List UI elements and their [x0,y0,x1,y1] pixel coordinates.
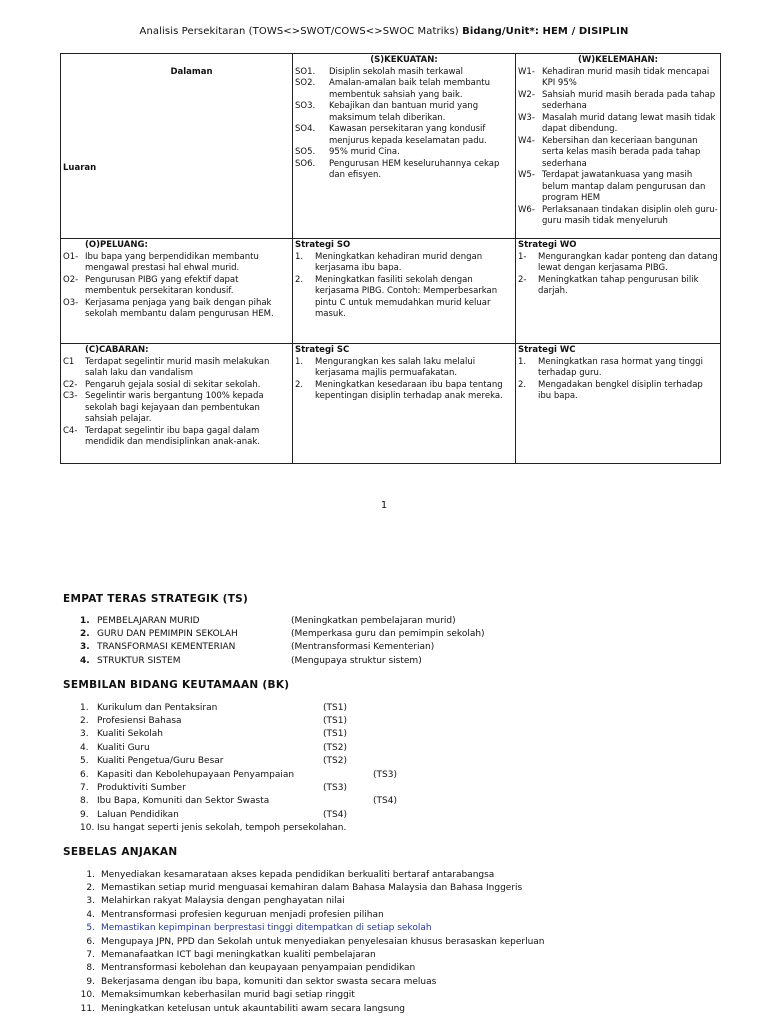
bidang-number: 6. [80,769,89,780]
anjakan-number: 8. [86,963,95,974]
cabaran-list [63,357,290,449]
anjakan-list [75,868,545,1015]
strategi-wo-item-code: 1- [518,251,527,262]
bidang-label: Ibu Bapa, Komuniti dan Sektor Swasta [97,796,270,807]
page-number: 1 [380,500,388,511]
peluang-title: (O)PELUANG: [85,240,148,250]
anjakan-item [75,1002,545,1015]
bidang-number: 4. [80,742,89,753]
strategi-sc-item [295,380,513,403]
anjakan-text: Mengupaya JPN, PPD dan Sekolah untuk menyediakan penyelesaian khusus berasaskan keperluan [101,936,545,947]
kekuatan-item [295,101,513,124]
teras-item [80,614,485,627]
kekuatan-item [295,67,513,79]
kelemahan-item [518,205,718,228]
cabaran-item-text: Terdapat segelintir murid masih melakukan salah laku dan vandalism [85,356,270,378]
teras-label: TRANSFORMASI KEMENTERIAN [97,642,236,653]
anjakan-item [75,895,545,908]
strategi-so-title: Strategi SO [295,240,351,250]
bidang-label: Produktiviti Sumber [97,783,186,794]
strategi-wo-list [518,252,718,298]
strategi-sc-list [295,357,513,403]
strategi-wc-list [518,357,718,403]
peluang-item-code: O1- [63,251,79,262]
strategi-wc-item-code: 1. [518,356,527,367]
cabaran-item [63,357,290,380]
anjakan-item [75,948,545,961]
teras-description: (Mentransformasi Kementerian) [291,642,435,653]
bidang-label: Kapasiti dan Kebolehupayaan Penyampaian [97,769,295,780]
strategi-wo-item-text: Mengurangkan kadar ponteng dan datang lewat dengan kerjasama PIBG. [538,251,718,273]
anjakan-text: Meningkatkan ketelusan untuk akauntabiliti awam secara langsung [101,1003,406,1014]
bidang-teras-ref: (TS1) [323,729,347,740]
bidang-label: Kualiti Guru [97,742,150,753]
kelemahan-item-code: W1- [518,66,535,77]
kelemahan-item-text: Kebersihan dan keceriaan bangunan serta kelas masih berada pada tahap sederhana [542,135,701,169]
bidang-number: 9. [80,809,89,820]
kekuatan-item-text: 95% murid Cina. [329,147,400,157]
bidang-item [80,795,397,808]
anjakan-number: 11. [80,1003,95,1014]
cabaran-item-text: Terdapat segelintir ibu bapa gagal dalam mendidik dan mendisiplinkan anak-anak. [85,425,260,447]
bidang-teras-ref: (TS2) [323,742,347,753]
kekuatan-item-code: SO3. [295,101,316,111]
bidang-label: Kualiti Pengetua/Guru Besar [97,756,224,767]
peluang-item-text: Ibu bapa yang berpendidikan membantu mengawal prestasi hal ehwal murid. [85,251,259,273]
anjakan-text: Menyediakan kesamarataan akses kepada pendidikan berkualiti bertaraf antarabangsa [101,869,495,880]
bidang-teras-ref: (TS3) [323,783,347,794]
luaran-label: Luaran [63,162,97,173]
anjakan-number: 6. [86,936,95,947]
bidang-number: 2. [80,716,89,727]
kekuatan-item [295,78,513,101]
anjakan-number: 4. [86,909,95,920]
strategi-sc-item [295,357,513,380]
teras-label: PEMBELAJARAN MURID [97,615,200,626]
kelemahan-item-text: Sahsiah murid masih berada pada tahap sederhana [542,89,716,111]
cabaran-cell [61,344,293,464]
anjakan-item [75,922,545,935]
strategi-wo-title: Strategi WO [518,240,577,250]
kekuatan-title: (S)KEKUATAN: [370,55,438,65]
bidang-item [80,822,397,835]
strategi-wc-cell [516,344,721,464]
strategi-sc-item-code: 1. [295,356,304,367]
anjakan-heading: SEBELAS ANJAKAN [63,846,178,858]
kekuatan-list [295,67,513,182]
anjakan-text: Memastikan kepimpinan berprestasi tinggi ditempatkan di setiap sekolah [101,923,432,934]
kelemahan-item [518,136,718,171]
kelemahan-item-text: Kehadiran murid masih tidak mencapai KPI 95% [542,66,710,88]
bidang-item [80,808,397,821]
bidang-number: 8. [80,796,89,807]
strategi-so-item-text: Meningkatkan kehadiran murid dengan kerjasama ibu bapa. [315,251,483,273]
dalaman-label: Dalaman [170,67,213,77]
cabaran-item [63,391,290,426]
kekuatan-item [295,124,513,147]
peluang-item [63,252,290,275]
bidang-list [80,701,397,835]
anjakan-number: 5. [86,923,95,934]
anjakan-number: 10. [80,990,95,1001]
bidang-teras-ref: (TS2) [323,756,347,767]
bidang-number: 1. [80,702,89,713]
cabaran-title: (C)CABARAN: [85,345,149,355]
anjakan-item [75,935,545,948]
bidang-item [80,741,397,754]
teras-number: 3. [80,642,90,653]
kelemahan-item-code: W5- [518,170,535,180]
peluang-item-text: Kerjasama penjaga yang baik dengan pihak sekolah membantu dalam pengurusan HEM. [85,297,274,319]
strategi-so-list [295,252,513,321]
anjakan-text: Memastikan setiap murid menguasai kemahiran dalam Bahasa Malaysia dan Bahasa Inggeris [101,883,523,894]
strategi-sc-title: Strategi SC [295,345,350,355]
kekuatan-item-text: Pengurusan HEM keseluruhannya cekap dan efisyen. [329,158,500,180]
cabaran-item-code: C3- [63,391,78,401]
strategi-wc-title: Strategi WC [518,345,576,355]
anjakan-item [75,881,545,894]
strategi-wo-item-code: 2- [518,274,527,285]
bidang-number: 3. [80,729,89,740]
kekuatan-item-code: SO1. [295,66,316,77]
anjakan-item [75,975,545,988]
bidang-teras-ref: (TS3) [373,769,397,780]
strategi-so-item [295,252,513,275]
kekuatan-item-text: Amalan-amalan baik telah membantu membentuk sahsiah yang baik. [329,78,490,100]
bidang-label: Kurikulum dan Pentaksiran [97,702,218,713]
anjakan-text: Mentransformasi kebolehan dan keupayaan penyampaian pendidikan [101,963,416,974]
teras-number: 1. [80,615,90,626]
bidang-item [80,755,397,768]
kekuatan-item-text: Kawasan persekitaran yang kondusif menjurus kepada keselamatan padu. [329,124,487,146]
cabaran-item-code: C1 [63,356,75,367]
peluang-item [63,275,290,298]
anjakan-number: 7. [86,950,95,961]
anjakan-item [75,868,545,881]
peluang-item-text: Pengurusan PIBG yang efektif dapat membentuk persekitaran kondusif. [85,274,239,296]
cabaran-item [63,426,290,449]
kekuatan-item-text: Kebajikan dan bantuan murid yang maksimum telah diberikan. [329,101,479,123]
swot-matrix-table [60,53,721,464]
teras-number: 2. [80,629,90,640]
cabaran-item-code: C4- [63,425,78,436]
bidang-item [80,728,397,741]
teras-number: 4. [80,655,90,666]
strategi-sc-item-code: 2. [295,379,304,390]
strategi-so-item-code: 1. [295,251,304,262]
kelemahan-item-text: Terdapat jawatankuasa yang masih belum mantap dalam pengurusan dan program HEM [542,170,706,203]
kelemahan-item-code: W4- [518,135,535,146]
header-corner-cell [61,54,293,239]
kekuatan-item-code: SO4. [295,124,316,134]
peluang-item-code: O3- [63,297,79,308]
kelemahan-title: (W)KELEMAHAN: [577,55,658,65]
kelemahan-item-text: Masalah murid datang lewat masih tidak dapat dibendung. [542,112,716,134]
kelemahan-cell [516,54,721,239]
strategi-so-item [295,275,513,321]
bidang-teras-ref: (TS4) [373,796,397,807]
kekuatan-item [295,147,513,159]
strategi-so-item-code: 2. [295,274,304,285]
bidang-teras-ref: (TS1) [323,716,347,727]
title-unit: Bidang/Unit*: HEM / DISIPLIN [462,26,629,37]
teras-list [80,614,485,668]
kelemahan-item [518,170,718,205]
bidang-number: 5. [80,756,89,767]
kelemahan-item-text: Perlaksanaan tindakan disiplin oleh guru-guru masih tidak menyeluruh [542,204,718,226]
anjakan-item [75,989,545,1002]
bidang-item [80,768,397,781]
strategi-wc-item [518,357,718,380]
document-title [0,26,768,37]
kelemahan-item [518,113,718,136]
bidang-label: Laluan Pendidikan [97,809,179,820]
bidang-item [80,714,397,727]
teras-item [80,641,485,654]
anjakan-number: 1. [86,869,95,880]
kelemahan-item [518,67,718,90]
kekuatan-item-code: SO2. [295,78,316,88]
kelemahan-item-code: W6- [518,204,535,215]
strategi-wo-cell [516,239,721,344]
strategi-wc-item-text: Meningkatkan rasa hormat yang tinggi terhadap guru. [538,356,703,378]
strategi-wc-item-code: 2. [518,379,527,390]
bidang-number: 10. [80,823,95,834]
peluang-item [63,298,290,321]
title-text: Analisis Persekitaran (TOWS<>SWOT/COWS<>SWOC Matriks) [139,26,459,37]
cabaran-item-text: Segelintir waris bergantung 100% kepada sekolah bagi kejayaan dan pembentukan sahsiah pelajar. [85,391,264,424]
strategi-wo-item-text: Meningkatkan tahap pengurusan bilik darjah. [538,274,699,296]
anjakan-number: 2. [86,883,95,894]
bidang-number: 7. [80,783,89,794]
teras-description: (Meningkatkan pembelajaran murid) [291,615,456,626]
strategi-sc-item-text: Meningkatkan kesedaraan ibu bapa tentang kepentingan disiplin terhadap anak mereka. [315,379,503,401]
cabaran-item [63,380,290,392]
kelemahan-item-code: W2- [518,89,535,100]
kekuatan-item-code: SO6. [295,158,316,169]
kelemahan-item [518,90,718,113]
bidang-heading: SEMBILAN BIDANG KEUTAMAAN (BK) [63,679,290,691]
anjakan-text: Melahirkan rakyat Malaysia dengan penghayatan nilai [101,896,345,907]
bidang-teras-ref: (TS1) [323,702,347,713]
bidang-item [80,781,397,794]
strategi-so-cell [293,239,516,344]
kelemahan-list [518,67,718,228]
kelemahan-item-code: W3- [518,112,535,123]
cabaran-item-text: Pengaruh gejala sosial di sekitar sekolah. [85,379,261,390]
teras-description: (Mengupaya struktur sistem) [291,655,422,666]
anjakan-item [75,962,545,975]
strategi-wc-item [518,380,718,403]
strategi-sc-cell [293,344,516,464]
kekuatan-item-text: Disiplin sekolah masih terkawal [329,66,463,77]
peluang-list [63,252,290,321]
strategi-wo-item [518,252,718,275]
anjakan-text: Memanafaatkan ICT bagi meningkatkan kualiti pembelajaran [101,950,376,961]
strategi-wc-item-text: Mengadakan bengkel disiplin terhadap ibu bapa. [538,379,703,401]
anjakan-text: Mentransformasi profesien keguruan menjadi profesien pilihan [101,909,384,920]
strategi-wo-item [518,275,718,298]
anjakan-item [75,908,545,921]
bidang-teras-ref: (TS4) [323,809,347,820]
teras-label: STRUKTUR SISTEM [97,655,181,666]
strategi-sc-item-text: Mengurangkan kes salah laku melalui kerjasama majlis permuafakatan. [315,356,476,378]
anjakan-text: Bekerjasama dengan ibu bapa, komuniti dan sektor swasta secara meluas [101,976,437,987]
kekuatan-item-code: SO5. [295,147,316,157]
anjakan-text: Memaksimumkan keberhasilan murid bagi setiap ringgit [101,990,355,1001]
teras-heading: EMPAT TERAS STRATEGIK (TS) [63,593,249,605]
teras-item [80,654,485,667]
peluang-cell [61,239,293,344]
peluang-item-code: O2- [63,274,79,285]
teras-description: (Memperkasa guru dan pemimpin sekolah) [291,629,485,640]
kekuatan-item [295,159,513,182]
cabaran-item-code: C2- [63,379,78,390]
strategi-so-item-text: Meningkatkan fasiliti sekolah dengan kerjasama PIBG. Contoh: Memperbesarkan pintu C untuk memudahkan murid keluar masuk. [315,274,498,319]
bidang-item [80,701,397,714]
teras-item [80,627,485,640]
kekuatan-cell [293,54,516,239]
teras-label: GURU DAN PEMIMPIN SEKOLAH [97,629,238,640]
anjakan-number: 9. [86,976,95,987]
bidang-label: Isu hangat seperti jenis sekolah, tempoh persekolahan. [97,823,347,834]
anjakan-number: 3. [86,896,95,907]
bidang-label: Kualiti Sekolah [97,729,163,740]
bidang-label: Profesiensi Bahasa [97,716,182,727]
